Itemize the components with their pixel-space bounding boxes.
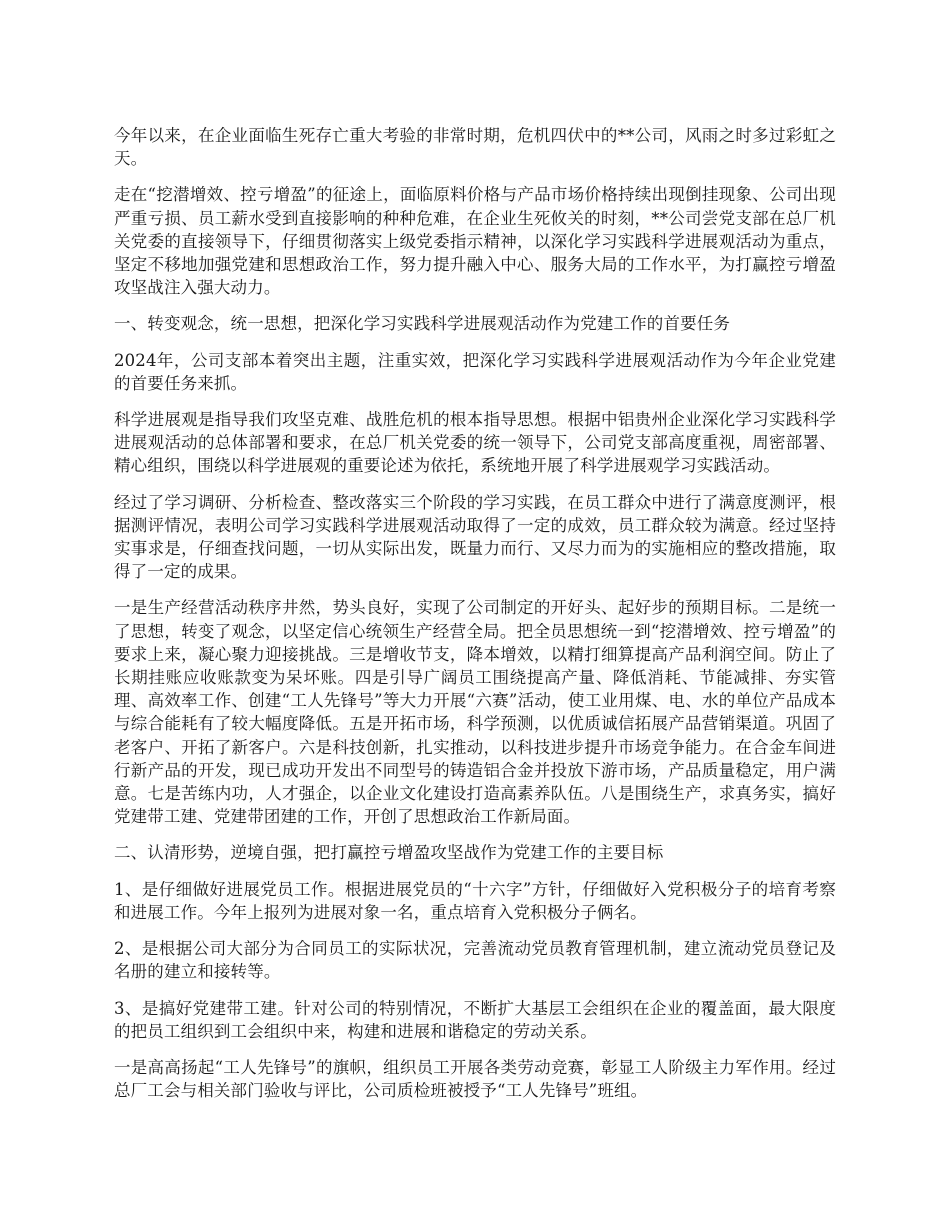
document-body <box>114 124 836 1115</box>
paragraph-intro: 今年以来，在企业面临生死存亡重大考验的非常时期，危机四伏中的**公司，风雨之时多过彩虹之天。 <box>114 126 836 169</box>
list-item: 2、是根据公司大部分为合同员工的实际状况，完善流动党员教育管理机制，建立流动党员登记及名册的建立和接转等。 <box>114 939 836 982</box>
paragraph: 经过了学习调研、分析检查、整改落实三个阶段的学习实践，在员工群众中进行了满意度测评，根据测评情况，表明公司学习实践科学进展观活动取得了一定的成效，员工群众较为满意。经过坚持实事求是，仔细查找问题，一切从实际出发，既量力而行、又尽力而为的实施相应的整改措施，取得了一定的成果。 <box>114 492 836 582</box>
list-item: 3、是搞好党建带工建。针对公司的特别情况，不断扩大基层工会组织在企业的覆盖面，最大限度的把员工组织到工会组织中来，构建和进展和谐稳定的劳动关系。 <box>114 998 836 1041</box>
paragraph-background: 走在“挖潜增效、控亏增盈”的征途上，面临原料价格与产品市场价格持续出现倒挂现象、公司出现严重亏损、员工薪水受到直接影响的种种危难，在企业生死攸关的时刻，**公司尝党支部在总厂机关党委的直接领导下，仔细贯彻落实上级党委指示精神，以深化学习实践科学进展观活动为重点，坚定不移地加强党建和思想政治工作，努力提升融入中心、服务大局的工作水平，为打赢控亏增盈攻坚战注入强大动力。 <box>114 185 836 298</box>
paragraph: 一是高高扬起“工人先锋号”的旗帜，组织员工开展各类劳动竞赛，彰显工人阶级主力军作用。经过总厂工会与相关部门验收与评比，公司质检班被授予“工人先锋号”班组。 <box>114 1057 836 1101</box>
paragraph: 2024年，公司支部本着突出主题，注重实效，把深化学习实践科学进展观活动作为今年企业党建的首要任务来抓。 <box>114 350 836 393</box>
paragraph-achievements: 一是生产经营活动秩序井然，势头良好，实现了公司制定的开好头、起好步的预期目标。二是统一了思想，转变了观念，以坚定信心统领生产经营全局。把全员思想统一到“挖潜增效、控亏增盈”的要求上来，凝心聚力迎接挑战。三是增收节支，降本增效，以精打细算提高产品利润空间。防止了长期挂账应收账款变为呆坏账。四是引导广阔员工围绕提高产量、降低消耗、节能减排、夯实管理、高效率工作、创建“工人先锋号”等大力开展“六赛”活动，使工业用煤、电、水的单位产品成本与综合能耗有了较大幅度降低。五是开拓市场，科学预测，以优质诚信拓展产品营销渠道。巩固了老客户、开拓了新客户。六是科技创新，扎实推动，以科技进步提升市场竞争能力。在合金车间进行新产品的开发，现已成功开发出不同型号的铸造铝合金并投放下游市场，产品质量稳定，用户满意。七是苦练内功，人才强企，以企业文化建设打造高素养队伍。八是围绕生产，求真务实，搞好党建带工建、党建带团建的工作，开创了思想政治工作新局面。 <box>114 598 836 827</box>
section-heading-2: 二、认清形势，逆境自强，把打赢控亏增盈攻坚战作为党建工作的主要目标 <box>114 843 664 863</box>
paragraph: 科学进展观是指导我们攻坚克难、战胜危机的根本指导思想。根据中铝贵州企业深化学习实践科学进展观活动的总体部署和要求，在总厂机关党委的统一领导下，公司党支部高度重视，周密部署、精心组织，围绕以科学进展观的重要论述为依托，系统地开展了科学进展观学习实践活动。 <box>114 410 836 476</box>
list-item: 1、是仔细做好进展党员工作。根据进展党员的“十六字”方针，仔细做好入党积极分子的培育考察和进展工作。今年上报列为进展对象一名，重点培育入党积极分子俩名。 <box>114 879 836 922</box>
section-heading-1: 一、转变观念，统一思想，把深化学习实践科学进展观活动作为党建工作的首要任务 <box>114 314 731 334</box>
